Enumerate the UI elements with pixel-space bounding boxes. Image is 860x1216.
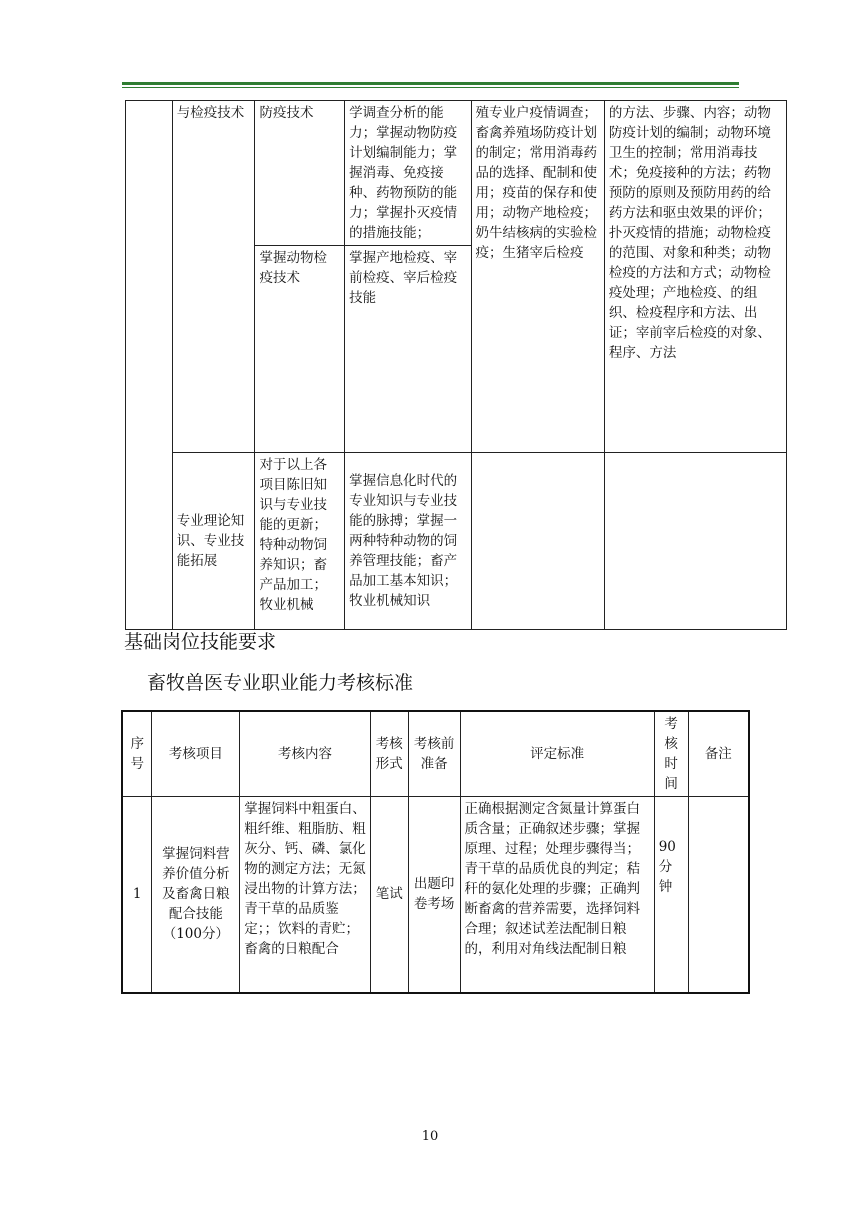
skills-table bbox=[125, 100, 787, 630]
blank-cell bbox=[126, 101, 173, 630]
content-cell: 掌握饲料中粗蛋白、粗纤维、粗脂肪、粗灰分、钙、磷、氯化物的测定方法；无氮浸出物的计算方法；青干草的品质鉴定；；饮料的青贮；畜禽的日粮配合 bbox=[240, 797, 371, 993]
header-remark: 备注 bbox=[688, 711, 749, 797]
header-rule-thin bbox=[122, 87, 739, 88]
remark-cell bbox=[688, 797, 749, 993]
table-row bbox=[122, 797, 749, 993]
page-number: 10 bbox=[421, 1129, 439, 1144]
training-cell: 殖专业户疫情调查；畜禽养殖场防疫计划的制定；常用消毒药品的选择、配制和使用；疫苗的保存和使用；动物产地检疫；奶牛结核病的实验检疫；生猪宰后检疫 bbox=[471, 101, 604, 453]
skill-cell: 掌握产地检疫、宰前检疫、宰后检疫技能 bbox=[345, 246, 471, 453]
category-cell: 专业理论知识、专业技能拓展 bbox=[172, 453, 255, 630]
project-cell: 掌握饲料营养价值分析及畜禽日粮配合技能（100分） bbox=[152, 797, 240, 993]
skill-cell: 学调查分析的能力；掌握动物防疫计划编制能力；掌握消毒、免疫接种、药物预防的能力；掌握扑灭疫情的措施技能； bbox=[345, 101, 471, 246]
training-cell bbox=[471, 453, 604, 630]
header-prep: 考核前准备 bbox=[408, 711, 460, 797]
header-form: 考核形式 bbox=[370, 711, 408, 797]
item-cell: 防疫技术 bbox=[255, 101, 345, 246]
skill-cell: 掌握信息化时代的专业知识与专业技能的脉搏；掌握一两种特种动物的饲养管理技能；畜产品加工基本知识；牧业机械知识 bbox=[345, 453, 471, 630]
header-rule-thick bbox=[122, 82, 739, 85]
table-row bbox=[126, 101, 787, 246]
prep-cell: 出题印卷考场 bbox=[408, 797, 460, 993]
header-seq: 序号 bbox=[122, 711, 152, 797]
table-header-row bbox=[122, 711, 749, 797]
item-cell: 掌握动物检疫技术 bbox=[255, 246, 345, 453]
form-cell: 笔试 bbox=[370, 797, 408, 993]
header-content: 考核内容 bbox=[240, 711, 371, 797]
header-project: 考核项目 bbox=[152, 711, 240, 797]
section-heading: 基础岗位技能要求 bbox=[124, 631, 277, 653]
header-criteria: 评定标准 bbox=[460, 711, 654, 797]
criteria-cell: 正确根据测定含氮量计算蛋白质含量；正确叙述步骤；掌握原理、过程；处理步骤得当；青干草的品质优良的判定；秸秆的氨化处理的步骤；正确判断畜禽的营养需要，选择饲料合理；叙述试差法配制日粮的，利用对角线法配制日粮 bbox=[460, 797, 654, 993]
header-time: 考核时间 bbox=[654, 711, 688, 797]
table-row bbox=[126, 453, 787, 630]
time-cell: 90分钟 bbox=[654, 797, 688, 993]
category-cell: 与检疫技术 bbox=[172, 101, 255, 453]
knowledge-cell bbox=[604, 453, 786, 630]
page-title: 畜牧兽医专业职业能力考核标准 bbox=[147, 672, 414, 694]
knowledge-cell: 的方法、步骤、内容；动物防疫计划的编制；动物环境卫生的控制；常用消毒技术；免疫接种的方法；药物预防的原则及预防用药的给药方法和驱虫效果的评价；扑灭疫情的措施；动物检疫的范围、对象和种类；动物检疫的方法和方式；动物检疫处理；产地检疫、的组织、检疫程序和方法、出证；宰前宰后检疫的对象、程序、方法 bbox=[604, 101, 786, 453]
seq-cell: 1 bbox=[122, 797, 152, 993]
assessment-table bbox=[121, 710, 750, 994]
item-cell: 对于以上各项目陈旧知识与专业技能的更新；特种动物饲养知识；畜产品加工；牧业机械 bbox=[255, 453, 345, 630]
